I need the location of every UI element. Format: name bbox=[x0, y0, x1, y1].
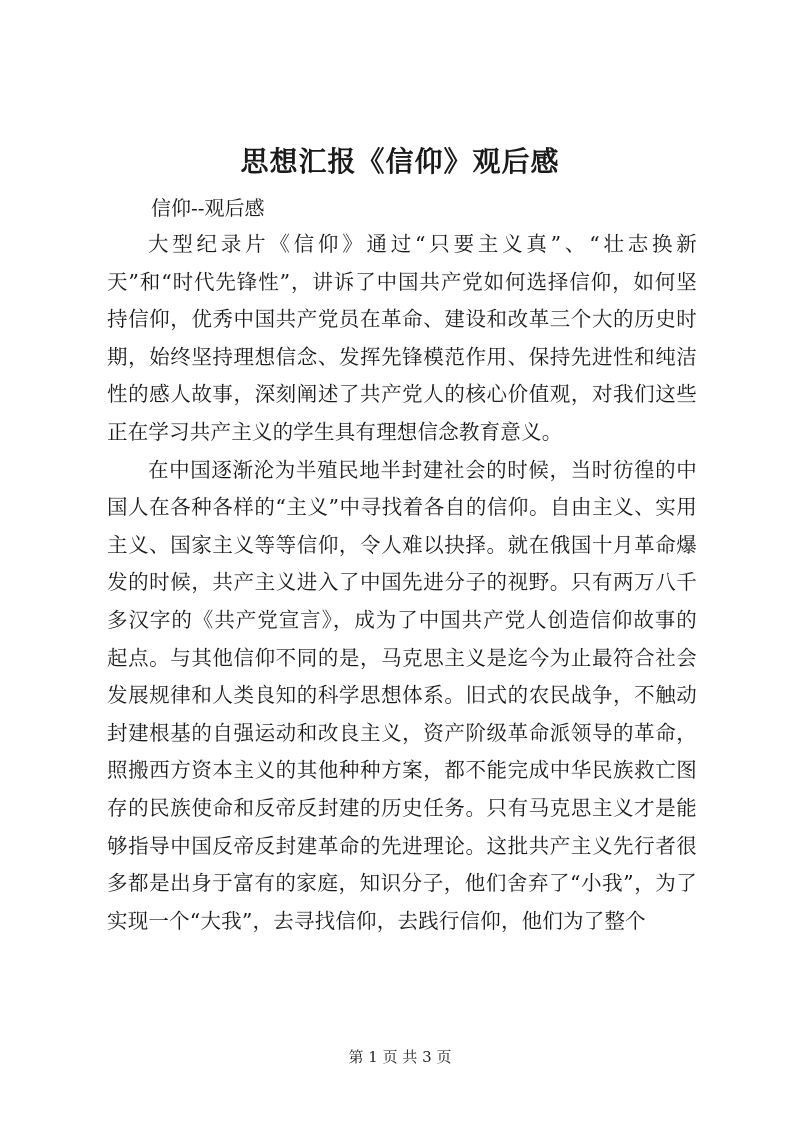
body-paragraph-1: 大型纪录片《信仰》通过“只要主义真”、“壮志换新天”和“时代先锋性”，讲诉了中国共产党如何选择信仰，如何坚持信仰，优秀中国共产党员在革命、建设和改革三个大的历史时期，始终坚持理想信念、发挥先锋模范作用、保持先进性和纯洁性的感人故事，深刻阐述了共产党人的核心价值观，对我们这些正在学习共产主义的学生具有理想信念教育意义。 bbox=[107, 232, 697, 444]
document-title: 思想汇报《信仰》观后感 bbox=[240, 145, 560, 178]
document-body bbox=[107, 190, 697, 940]
document-subtitle: 信仰--观后感 bbox=[151, 196, 265, 220]
page-number-footer: 第 1 页 共 3 页 bbox=[348, 1048, 452, 1066]
body-paragraph-2: 在中国逐渐沦为半殖民地半封建社会的时候，当时彷徨的中国人在各种各样的“主义”中寻找着各自的信仰。自由主义、实用主义、国家主义等等信仰，令人难以抉择。就在俄国十月革命爆发的时候，共产主义进入了中国先进分子的视野。只有两万八千多汉字的《共产党宣言》，成为了中国共产党人创造信仰故事的起点。与其他信仰不同的是，马克思主义是迄今为止最符合社会发展规律和人类良知的科学思想体系。旧式的农民战争，不触动封建根基的自强运动和改良主义，资产阶级革命派领导的革命，照搬西方资本主义的其他种种方案，都不能完成中华民族救亡图存的民族使命和反帝反封建的历史任务。只有马克思主义才是能够指导中国反帝反封建革命的先进理论。这批共产主义先行者很多都是出身于富有的家庭，知识分子，他们舍弃了“小我”，为了实现一个“大我”，去寻找信仰，去践行信仰，他们为了整个 bbox=[107, 457, 697, 933]
